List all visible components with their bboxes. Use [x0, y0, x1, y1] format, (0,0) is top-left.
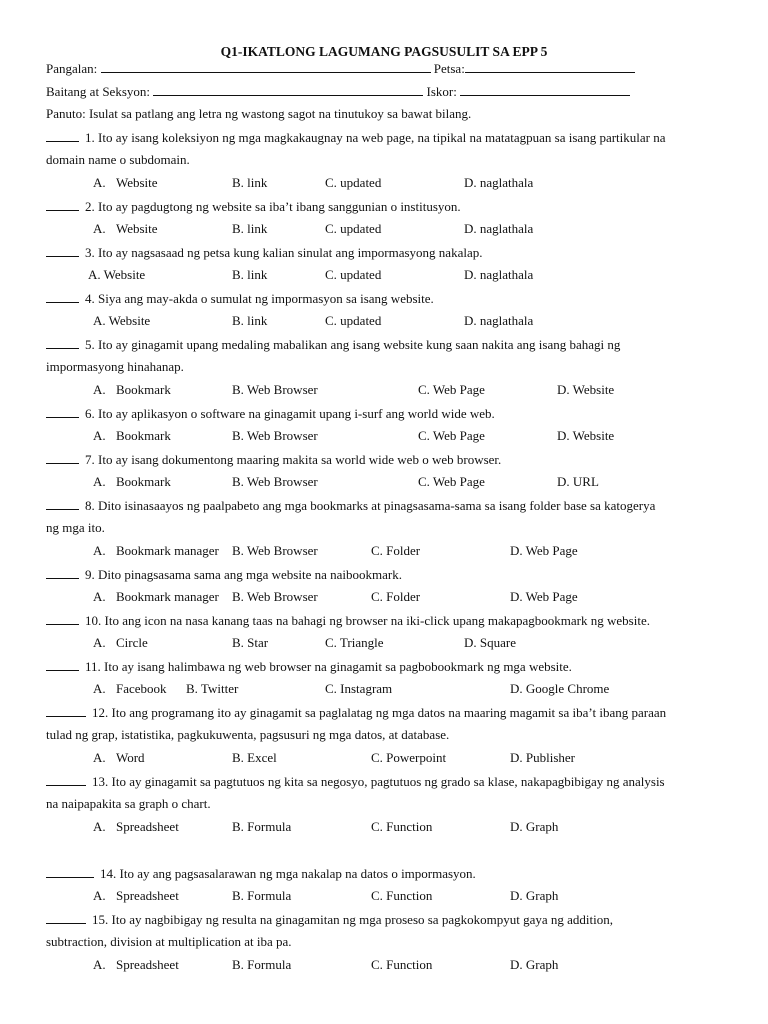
question-line: Ito ang icon na nasa kanang taas na bahagi ng browser na iki-click upang makapagbookmark ng website.	[104, 613, 650, 628]
choice-letter: A.	[93, 474, 106, 489]
question-line: Ito ay isang dokumentong maaring makita sa world wide web o web browser.	[98, 452, 502, 467]
choice-option: D. naglathala	[464, 221, 534, 236]
question-text	[46, 129, 666, 146]
choice-option: C. updated	[325, 221, 382, 236]
question-text	[46, 796, 211, 812]
question-line: Ito ay ginagamit upang medaling mabalikan ang isang website kung saan nakita ang isang bahagi ng	[98, 337, 621, 352]
choice-option: B. link	[232, 313, 268, 328]
choice-option: Bookmark	[116, 474, 171, 489]
question-line: tulad ng grap, istatistika, pagkukuwenta, pagsusuri ng mga datos, at database.	[46, 727, 450, 742]
choice-option: D. naglathala	[464, 267, 534, 282]
answer-blank[interactable]	[46, 865, 94, 878]
answer-blank[interactable]	[46, 658, 79, 671]
choice-option: C. Function	[371, 957, 433, 972]
choice-option: C. updated	[325, 267, 382, 282]
name-field[interactable]	[101, 60, 431, 73]
question-line: Ito ay isang koleksiyon ng mga magkakaugnay na web page, na tipikal na matatagpuan sa isang partikular na	[98, 130, 666, 145]
choice-option: Word	[116, 750, 145, 765]
choice-letter: A. Website	[93, 313, 151, 328]
choice-option: Circle	[116, 635, 148, 650]
choice-letter: A.	[93, 681, 106, 696]
answer-blank[interactable]	[46, 129, 79, 142]
choice-option: Bookmark	[116, 382, 171, 397]
question-text	[46, 497, 655, 514]
choice-option: D. Website	[557, 382, 615, 397]
answer-blank[interactable]	[46, 451, 79, 464]
choice-option: B. link	[232, 175, 268, 190]
question-number: 14.	[100, 866, 120, 881]
choice-option: Spreadsheet	[116, 888, 179, 903]
choice-letter: A.	[93, 957, 106, 972]
exam-title: Q1-IKATLONG LAGUMANG PAGSUSULIT SA EPP 5	[220, 44, 548, 59]
choice-letter: A.	[93, 635, 106, 650]
choice-option: B. Web Browser	[232, 543, 318, 558]
question-line: subtraction, division at multiplication at iba pa.	[46, 934, 292, 949]
question-text	[46, 336, 620, 353]
question-text	[46, 911, 613, 928]
question-number: 12.	[92, 705, 112, 720]
question-line: Ito ay aplikasyon o software na ginagamit upang i-surf ang world wide web.	[98, 406, 495, 421]
answer-blank[interactable]	[46, 566, 79, 579]
name-label: Pangalan:	[46, 61, 98, 76]
question-line: Ito ay pagdugtong ng website sa iba’t ibang sanggunian o institusyon.	[98, 199, 461, 214]
answer-blank[interactable]	[46, 244, 79, 257]
choice-letter: A.	[93, 428, 106, 443]
choice-option: C. Powerpoint	[371, 750, 447, 765]
name-row	[46, 60, 635, 77]
question-text	[46, 773, 665, 790]
choice-option: C. updated	[325, 313, 382, 328]
question-text	[46, 520, 105, 536]
question-number: 13.	[92, 774, 112, 789]
choice-option: C. Function	[371, 888, 433, 903]
choice-option: B. Web Browser	[232, 382, 318, 397]
question-number: 4.	[85, 291, 98, 306]
answer-blank[interactable]	[46, 497, 79, 510]
question-line: na naipapakita sa graph o chart.	[46, 796, 211, 811]
choice-option: B. Web Browser	[232, 589, 318, 604]
choice-letter: A.	[93, 175, 106, 190]
date-label: Petsa:	[433, 61, 465, 76]
answer-blank[interactable]	[46, 612, 79, 625]
section-label: Baitang at Seksyon:	[46, 84, 150, 99]
question-text	[46, 727, 449, 743]
choice-option: Bookmark	[116, 428, 171, 443]
choice-letter: A.	[93, 750, 106, 765]
choice-letter: A.	[93, 543, 106, 558]
question-line: impormasyong hinahanap.	[46, 359, 184, 374]
choice-option: B. Star	[232, 635, 269, 650]
question-text	[46, 704, 666, 721]
choice-option: B. Formula	[232, 819, 292, 834]
choice-option: C. updated	[325, 175, 382, 190]
choice-letter: A.	[93, 819, 106, 834]
score-field[interactable]	[460, 83, 630, 96]
choice-option: D. Square	[464, 635, 516, 650]
choice-letter: A.	[93, 589, 106, 604]
question-line: Siya ang may-akda o sumulat ng impormasyon sa isang website.	[98, 291, 434, 306]
question-text	[46, 405, 495, 422]
choice-option: Bookmark manager	[116, 543, 219, 558]
choice-option: D. Google Chrome	[510, 681, 610, 696]
question-number: 9.	[85, 567, 98, 582]
question-line: domain name o subdomain.	[46, 152, 190, 167]
choice-option: C. Folder	[371, 543, 421, 558]
question-text	[46, 566, 402, 583]
question-line: Ito ay ang pagsasalarawan ng mga nakalap na datos o impormasyon.	[119, 866, 476, 881]
question-text	[46, 658, 572, 675]
question-text	[46, 865, 476, 882]
choice-option: D. naglathala	[464, 175, 534, 190]
answer-blank[interactable]	[46, 290, 79, 303]
choice-option: D. Graph	[510, 957, 559, 972]
question-text	[46, 612, 650, 629]
question-line: Ito ay ginagamit sa pagtutuos ng kita sa negosyo, pagtutuos ng grado sa klase, nakapagbibigay ng analysis	[111, 774, 665, 789]
choice-option: D. Website	[557, 428, 615, 443]
question-text	[46, 934, 292, 950]
question-text	[46, 290, 434, 307]
choice-letter: A.	[93, 888, 106, 903]
question-line: Ito ang programang ito ay ginagamit sa paglalatag ng mga datos na maaring magamit sa iba’t ibang paraan	[111, 705, 667, 720]
choice-option: C. Instagram	[325, 681, 393, 696]
answer-blank[interactable]	[46, 405, 79, 418]
choice-option: B. link	[232, 221, 268, 236]
question-text	[46, 244, 482, 261]
answer-blank[interactable]	[46, 704, 86, 717]
question-number: 2.	[85, 199, 98, 214]
question-line: Dito pinagsasama sama ang mga website na naibookmark.	[98, 567, 402, 582]
question-number: 10.	[85, 613, 105, 628]
choice-option: D. Publisher	[510, 750, 575, 765]
instructions: Panuto: Isulat sa patlang ang letra ng wastong sagot na tinutukoy sa bawat bilang.	[46, 106, 472, 121]
question-number: 11.	[85, 659, 105, 674]
answer-blank[interactable]	[46, 336, 79, 349]
choice-option: C. Web Page	[418, 382, 485, 397]
choice-option: B. Formula	[232, 957, 292, 972]
choice-option: Website	[116, 175, 158, 190]
choice-option: B. Web Browser	[232, 474, 318, 489]
choice-option: Bookmark manager	[116, 589, 219, 604]
choice-option: C. Function	[371, 819, 433, 834]
choice-letter: A.	[93, 221, 106, 236]
question-number: 5.	[85, 337, 98, 352]
choice-option: B. Formula	[232, 888, 292, 903]
section-row	[46, 83, 630, 100]
answer-blank[interactable]	[46, 773, 86, 786]
choice-option: B. link	[232, 267, 268, 282]
choice-letter: A.	[93, 382, 106, 397]
score-label: Iskor:	[426, 84, 457, 99]
choice-option: C. Web Page	[418, 474, 485, 489]
question-number: 7.	[85, 452, 98, 467]
choice-option: D. naglathala	[464, 313, 534, 328]
question-line: Ito ay isang halimbawa ng web browser na ginagamit sa pagbobookmark ng mga website.	[104, 659, 572, 674]
choice-option: Website	[116, 221, 158, 236]
date-field[interactable]	[465, 60, 635, 73]
question-line: Dito isinasaayos ng paalpabeto ang mga bookmarks at pinagsasama-sama sa isang folder base sa katogerya	[98, 498, 656, 513]
question-text	[46, 152, 190, 168]
question-line: ng mga ito.	[46, 520, 105, 535]
choice-option: Spreadsheet	[116, 957, 179, 972]
choice-letter: A. Website	[88, 267, 146, 282]
question-text	[46, 359, 184, 375]
choice-option: D. Web Page	[510, 589, 578, 604]
question-line: Ito ay nagbibigay ng resulta na ginagamitan ng mga proseso sa pagkokompyut gaya ng addition,	[111, 912, 613, 927]
choice-option: B. Twitter	[186, 681, 239, 696]
question-text	[46, 451, 501, 468]
question-number: 6.	[85, 406, 98, 421]
choice-option: Spreadsheet	[116, 819, 179, 834]
choice-option: D. Web Page	[510, 543, 578, 558]
question-line: Ito ay nagsasaad ng petsa kung kalian sinulat ang impormasyong nakalap.	[98, 245, 483, 260]
question-text	[46, 198, 461, 215]
section-field[interactable]	[153, 83, 423, 96]
question-number: 3.	[85, 245, 98, 260]
question-number: 15.	[92, 912, 112, 927]
choice-option: B. Excel	[232, 750, 277, 765]
choice-option: D. Graph	[510, 888, 559, 903]
choice-option: Facebook	[116, 681, 167, 696]
answer-blank[interactable]	[46, 911, 86, 924]
answer-blank[interactable]	[46, 198, 79, 211]
choice-option: C. Folder	[371, 589, 421, 604]
choice-option: C. Triangle	[325, 635, 384, 650]
choice-option: C. Web Page	[418, 428, 485, 443]
choice-option: D. Graph	[510, 819, 559, 834]
question-number: 8.	[85, 498, 98, 513]
question-number: 1.	[85, 130, 98, 145]
choice-option: D. URL	[557, 474, 599, 489]
choice-option: B. Web Browser	[232, 428, 318, 443]
